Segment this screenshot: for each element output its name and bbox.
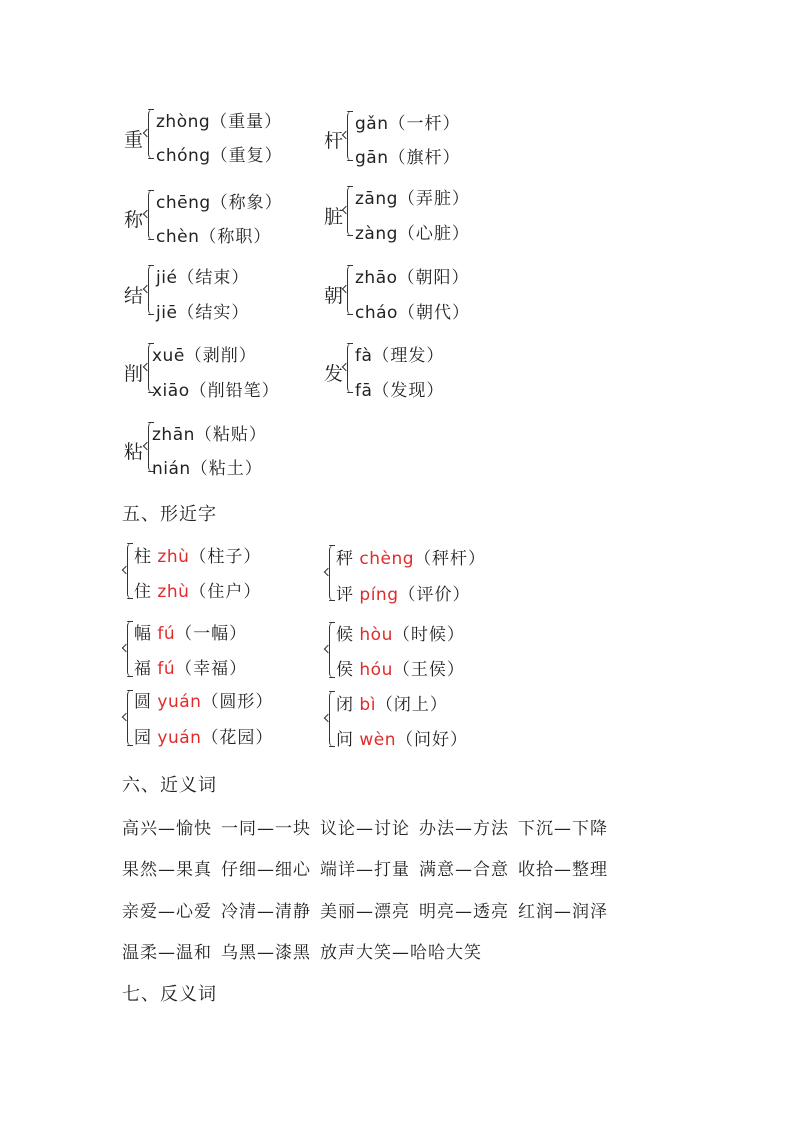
- polyphone-char: 削: [124, 363, 144, 385]
- example-word: （王侯）: [392, 660, 465, 680]
- pinyin: fā: [355, 381, 373, 401]
- example-word: （朝代）: [397, 303, 470, 323]
- pinyin: yuán: [157, 692, 202, 712]
- pinyin: xuē: [152, 346, 185, 366]
- similar-char-entry: [134, 687, 273, 712]
- pinyin: wèn: [359, 730, 397, 750]
- similar-char-entry: [336, 690, 448, 715]
- polyphone-char: 称: [124, 209, 144, 231]
- pinyin: zhù: [157, 547, 190, 567]
- pinyin: chēng: [156, 193, 211, 213]
- pinyin: gān: [355, 148, 389, 168]
- synonym-pair: 议论—讨论: [320, 819, 410, 839]
- polyphone-reading: [355, 109, 460, 134]
- similar-char-entry: [336, 544, 486, 569]
- polyphone-reading: [156, 222, 271, 247]
- polyphone-reading: [355, 184, 470, 209]
- polyphone-char: 结: [124, 285, 144, 307]
- synonym-pair: 仔细—细心: [221, 860, 311, 880]
- pinyin: zhān: [152, 425, 195, 445]
- polyphone-reading: [355, 298, 470, 323]
- synonym-line: [122, 855, 617, 880]
- example-word: （花园）: [201, 728, 274, 748]
- similar-char-entry: [134, 619, 247, 644]
- section-heading-synonyms: 六、近义词: [122, 775, 217, 796]
- synonym-pair: 冷清—清静: [221, 902, 311, 922]
- pinyin: píng: [359, 585, 399, 605]
- example-word: （重复）: [210, 146, 283, 166]
- example-word: （幸福）: [175, 659, 248, 679]
- example-word: （重量）: [210, 112, 283, 132]
- character: 闭: [336, 695, 354, 715]
- polyphone-reading: [152, 376, 280, 401]
- polyphone-reading: [156, 188, 283, 213]
- pinyin: zāng: [355, 189, 398, 209]
- polyphone-reading: [355, 263, 470, 288]
- pinyin: zhù: [157, 582, 190, 602]
- example-word: （柱子）: [189, 547, 262, 567]
- example-word: （发现）: [372, 381, 445, 401]
- polyphone-reading: [355, 341, 444, 366]
- polyphone-reading: [156, 263, 249, 288]
- synonym-pair: 端详—打量: [320, 860, 410, 880]
- character: 园: [134, 728, 152, 748]
- synonym-line: [122, 897, 617, 922]
- character: 秤: [336, 549, 354, 569]
- pinyin: zhāo: [355, 268, 398, 288]
- example-word: （称职）: [199, 227, 272, 247]
- polyphone-reading: [156, 141, 283, 166]
- polyphone-char: 朝: [324, 285, 344, 307]
- synonym-pair: 亲爱—心爱: [122, 902, 212, 922]
- pinyin: zhòng: [156, 112, 211, 132]
- polyphone-char: 粘: [124, 441, 144, 463]
- polyphone-reading: [152, 420, 267, 445]
- character: 柱: [134, 547, 152, 567]
- example-word: （闭上）: [375, 695, 448, 715]
- synonym-pair: 高兴—愉快: [122, 819, 212, 839]
- similar-char-entry: [336, 655, 465, 680]
- pinyin: jiē: [156, 303, 178, 323]
- polyphone-reading: [156, 298, 249, 323]
- synonym-pair: 红润—润泽: [518, 902, 608, 922]
- pinyin: bì: [359, 695, 376, 715]
- example-word: （理发）: [372, 346, 445, 366]
- polyphone-char: 脏: [324, 206, 344, 228]
- pinyin: fà: [355, 346, 373, 366]
- example-word: （粘土）: [190, 459, 263, 479]
- synonym-pair: 满意—合意: [419, 860, 509, 880]
- character: 住: [134, 582, 152, 602]
- polyphone-reading: [156, 107, 282, 132]
- character: 侯: [336, 660, 354, 680]
- similar-char-entry: [134, 654, 247, 679]
- example-word: （评价）: [398, 585, 471, 605]
- pinyin: hòu: [359, 625, 393, 645]
- synonym-pair: 收拾—整理: [518, 860, 608, 880]
- polyphone-reading: [152, 454, 263, 479]
- example-word: （旗杆）: [388, 148, 461, 168]
- similar-char-entry: [134, 577, 261, 602]
- pinyin: xiāo: [152, 381, 190, 401]
- example-word: （结束）: [177, 268, 250, 288]
- polyphone-reading: [355, 219, 470, 244]
- pinyin: chèng: [359, 549, 415, 569]
- synonym-pair: 美丽—漂亮: [320, 902, 410, 922]
- character: 福: [134, 659, 152, 679]
- pinyin: cháo: [355, 303, 398, 323]
- character: 问: [336, 730, 354, 750]
- example-word: （削铅笔）: [189, 381, 280, 401]
- example-word: （问好）: [396, 730, 469, 750]
- section-heading-similar-chars: 五、形近字: [122, 504, 217, 525]
- synonym-pair: 办法—方法: [419, 819, 509, 839]
- synonym-pair: 一同—一块: [221, 819, 311, 839]
- pinyin: jié: [156, 268, 178, 288]
- pinyin: fú: [157, 659, 176, 679]
- example-word: （结实）: [177, 303, 250, 323]
- pinyin: gǎn: [355, 114, 389, 134]
- polyphone-char: 杆: [324, 130, 344, 152]
- synonym-pair: 果然—果真: [122, 860, 212, 880]
- pinyin: chóng: [156, 146, 211, 166]
- synonym-pair: 下沉—下降: [518, 819, 608, 839]
- polyphone-reading: [355, 376, 444, 401]
- example-word: （心脏）: [397, 224, 470, 244]
- pinyin: fú: [157, 624, 176, 644]
- synonym-pair: 明亮—透亮: [419, 902, 509, 922]
- polyphone-char: 重: [124, 129, 144, 151]
- example-word: （住户）: [189, 582, 262, 602]
- character: 幅: [134, 624, 152, 644]
- pinyin: zàng: [355, 224, 398, 244]
- section-heading-antonyms: 七、反义词: [122, 984, 217, 1005]
- character: 候: [336, 625, 354, 645]
- pinyin: nián: [152, 459, 191, 479]
- synonym-pair: 放声大笑—哈哈大笑: [320, 943, 482, 963]
- example-word: （圆形）: [201, 692, 274, 712]
- example-word: （时候）: [392, 625, 465, 645]
- example-word: （称象）: [210, 193, 283, 213]
- example-word: （一幅）: [175, 624, 248, 644]
- pinyin: chèn: [156, 227, 200, 247]
- similar-char-entry: [336, 580, 471, 605]
- synonym-line: [122, 938, 491, 963]
- synonym-pair: 温柔—温和: [122, 943, 212, 963]
- similar-char-entry: [336, 725, 468, 750]
- pinyin: yuán: [157, 728, 202, 748]
- character: 圆: [134, 692, 152, 712]
- synonym-line: [122, 814, 617, 839]
- polyphone-char: 发: [324, 363, 344, 385]
- polyphone-reading: [152, 341, 257, 366]
- character: 评: [336, 585, 354, 605]
- example-word: （粘贴）: [194, 425, 267, 445]
- example-word: （朝阳）: [397, 268, 470, 288]
- similar-char-entry: [134, 542, 261, 567]
- example-word: （一杆）: [388, 114, 461, 134]
- synonym-pair: 乌黑—漆黑: [221, 943, 311, 963]
- similar-char-entry: [336, 620, 465, 645]
- example-word: （剥削）: [184, 346, 257, 366]
- example-word: （弄脏）: [397, 189, 470, 209]
- polyphone-reading: [355, 143, 460, 168]
- similar-char-entry: [134, 723, 273, 748]
- example-word: （秤杆）: [414, 549, 487, 569]
- pinyin: hóu: [359, 660, 393, 680]
